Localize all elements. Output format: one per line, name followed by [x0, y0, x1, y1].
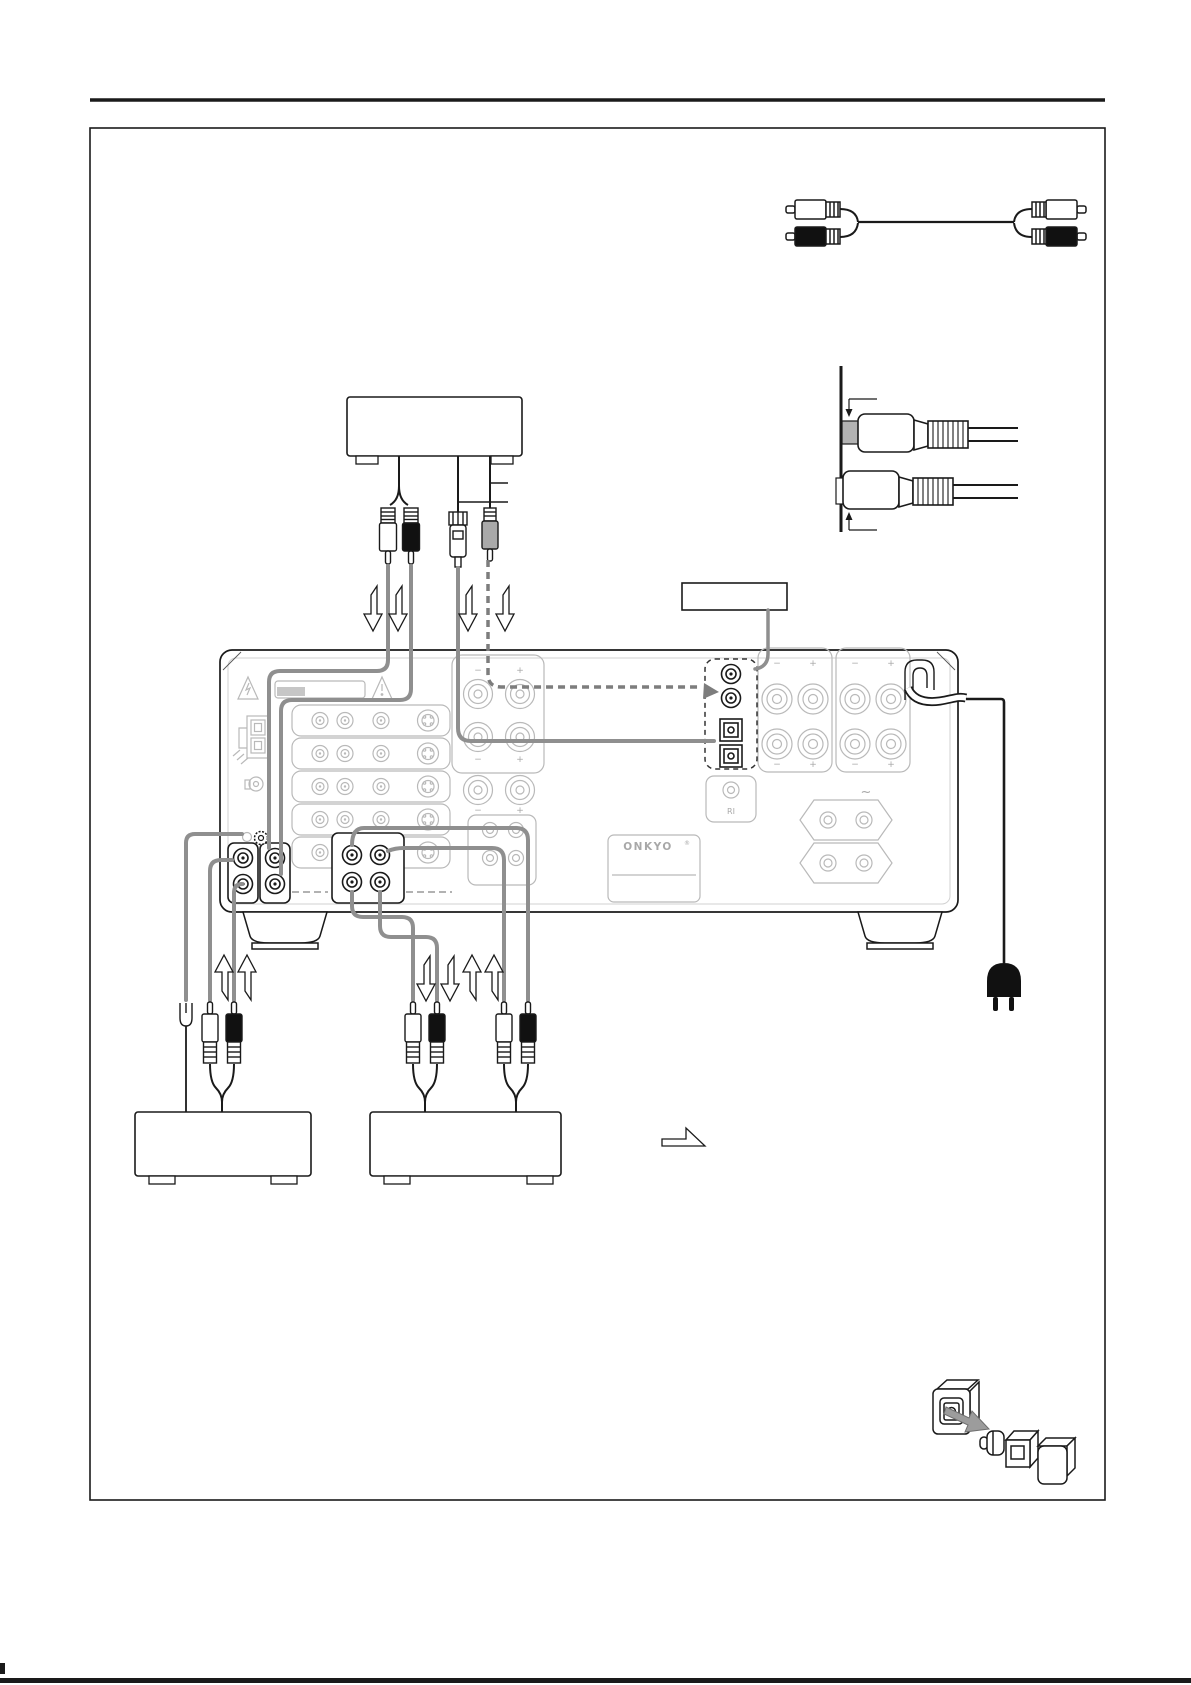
plug-full: [836, 471, 1018, 509]
page-mark: [0, 1663, 5, 1674]
brand-text: ONKYO: [623, 841, 673, 853]
highlighted-rca-jack: [371, 873, 390, 892]
cable-split-left: [840, 209, 858, 237]
composite-plug-gray: [482, 508, 498, 561]
plug-partial: [842, 414, 1018, 452]
signal-arrow-down: [417, 956, 435, 1001]
signal-arrow-down: [496, 586, 514, 631]
pointer-arrow: [662, 1128, 705, 1146]
rca-plug-black-down: [403, 508, 420, 564]
svideo-plug: [449, 512, 467, 567]
ground-spade-connector: [180, 1003, 192, 1112]
rca-plug-black-right: [1032, 227, 1086, 246]
polarity-label: +: [809, 760, 817, 770]
receiver-foot-right: [858, 912, 942, 949]
highlighted-rca-jack: [371, 846, 390, 865]
rca-plug-white-down: [380, 508, 397, 564]
highlighted-rca-jack: [343, 846, 362, 865]
polarity-label: −: [851, 760, 859, 770]
polarity-label: +: [516, 806, 524, 816]
signal-arrow-up: [463, 955, 481, 1000]
highlighted-rca-jack: [266, 875, 285, 894]
ri-label: RI: [727, 807, 735, 816]
power-plug: [987, 963, 1021, 1011]
device-foot: [271, 1176, 297, 1184]
device-foot: [384, 1176, 410, 1184]
component-foot: [491, 456, 513, 464]
coax-digital-jack-1: [722, 665, 741, 684]
ac-symbol: ~: [860, 785, 872, 800]
digital-jacks-dashed-box: [705, 659, 757, 769]
optical-jack-1: [720, 719, 742, 741]
highlighted-rca-jack: [343, 873, 362, 892]
signal-arrow-down: [441, 956, 459, 1001]
cable-split-right: [1014, 209, 1032, 237]
signal-arrow-down: [459, 586, 477, 631]
polarity-label: −: [474, 806, 482, 816]
source-cords: [390, 456, 508, 512]
rca-plug-black-up: [226, 1002, 242, 1063]
signal-arrow-up: [238, 955, 256, 1000]
polarity-label: −: [773, 760, 781, 770]
rca-plug-white-up: [496, 1002, 512, 1063]
equipment-label-box: [682, 583, 787, 610]
polarity-label: +: [516, 666, 524, 676]
insert-arrow-bottom: [846, 512, 878, 530]
caution-label-fill: [277, 687, 305, 696]
receiver-body: [220, 650, 958, 912]
rca-plug-black-up: [429, 1002, 445, 1063]
polarity-label: −: [773, 659, 781, 669]
rca-plug-white-up: [405, 1002, 421, 1063]
polarity-label: +: [887, 659, 895, 669]
component-foot: [356, 456, 378, 464]
signal-arrow-up: [485, 955, 503, 1000]
highlighted-jack-group-3: [332, 833, 404, 903]
device-cords: [210, 1064, 528, 1112]
footer-rule: [0, 1678, 1191, 1683]
polarity-label: −: [474, 755, 482, 765]
device-box-right: [370, 1112, 561, 1184]
rca-plug-white-right: [1032, 200, 1086, 219]
device-foot: [527, 1176, 553, 1184]
polarity-label: −: [851, 659, 859, 669]
audio-cable-illustration: [786, 200, 1086, 246]
signal-arrow-up: [215, 955, 233, 1000]
signal-arrow-down: [364, 586, 382, 631]
device-foot: [149, 1176, 175, 1184]
insertion-guide: [836, 366, 1018, 532]
optical-jack-2: [720, 745, 742, 767]
rca-plug-black-left: [786, 227, 840, 246]
coax-digital-jack-2: [722, 689, 741, 708]
source-component-box: [347, 397, 522, 464]
polarity-label: +: [809, 659, 817, 669]
optical-cap-illustration: [933, 1380, 1075, 1484]
rca-plug-white-up: [202, 1002, 218, 1063]
polarity-label: −: [474, 666, 482, 676]
rca-plug-white-left: [786, 200, 840, 219]
receiver-foot-left: [243, 912, 327, 949]
polarity-label: +: [516, 755, 524, 765]
highlighted-rca-jack: [234, 849, 253, 868]
polarity-label: +: [887, 760, 895, 770]
rca-plug-black-up: [520, 1002, 536, 1063]
signal-arrow-down: [389, 586, 407, 631]
receiver-rear-panel: [220, 648, 958, 949]
protective-cap: [980, 1431, 1075, 1484]
brand-reg-mark: ®: [684, 840, 690, 847]
device-box-left: [135, 1112, 311, 1184]
